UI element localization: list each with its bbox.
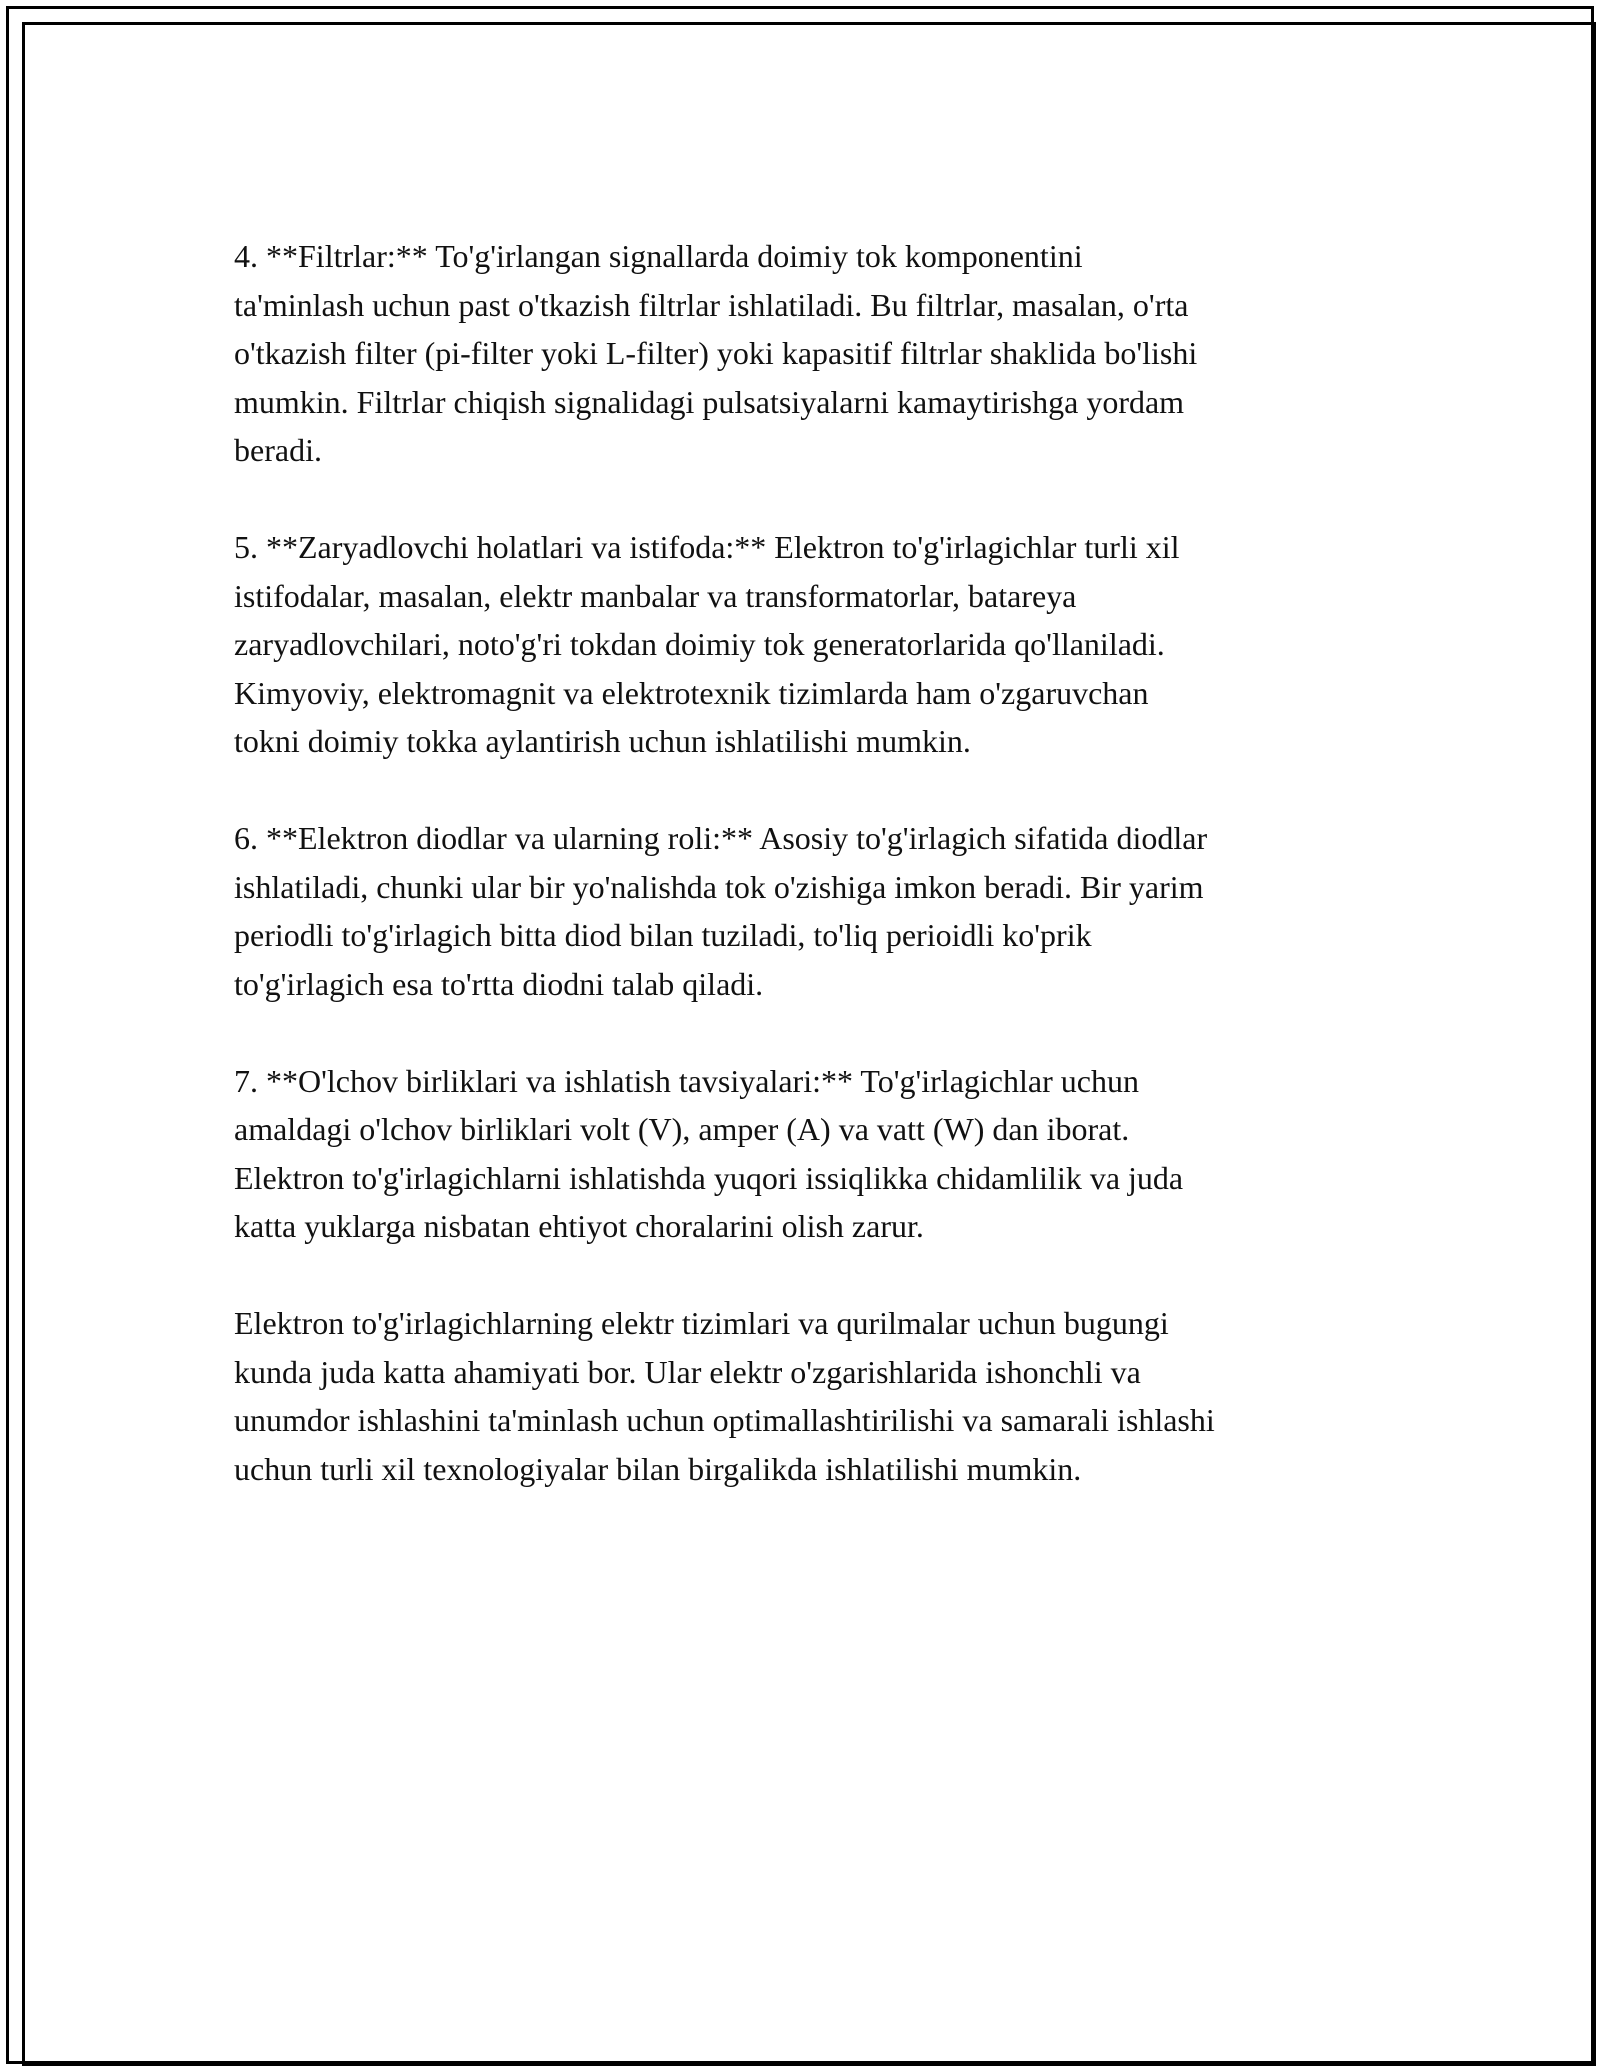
paragraph-filters: 4. **Filtrlar:** To'g'irlangan signallarda doimiy tok komponentini ta'minlash uchun past o'tkazish filtrlar ishlatiladi. Bu filtrlar, masalan, o'rta o'tkazish filter (pi-filter yoki L-filter) yoki kapasitif filtrlar shaklida bo'lishi mumkin. Filtrlar chiqish signalidagi pulsatsiyalarni kamaytirishga yordam beradi. bbox=[234, 238, 1198, 468]
paragraph-conclusion: Elektron to'g'irlagichlarning elektr tizimlari va qurilmalar uchun bugungi kunda juda katta ahamiyati bor. Ular elektr o'zgarishlarida ishonchli va unumdor ishlashini ta'minlash uchun optimallashtirilishi va samarali ishlashi uchun turli xil texnologiyalar bilan birgalikda ishlatilishi mumkin. bbox=[234, 1305, 1215, 1487]
paragraph-charging-uses: 5. **Zaryadlovchi holatlari va istifoda:** Elektron to'g'irlagichlar turli xil istifodalar, masalan, elektr manbalar va transformatorlar, batareya zaryadlovchilari, noto'g'ri tokdan doimiy tok generatorlarida qo'llaniladi. Kimyoviy, elektromagnit va elektrotexnik tizimlarda ham o'zgaruvchan tokni doimiy tokka aylantirish uchun ishlatilishi mumkin. bbox=[234, 529, 1180, 759]
paragraph-units-recommendations: 7. **O'lchov birliklari va ishlatish tavsiyalari:** To'g'irlagichlar uchun amaldagi o'lchov birliklari volt (V), amper (A) va vatt (W) dan iborat. Elektron to'g'irlagichlarni ishlatishda yuqori issiqlikka chidamlilik va juda katta yuklarga nisbatan ehtiyot choralarini olish zarur. bbox=[234, 1062, 1184, 1244]
paragraph-diodes-role: 6. **Elektron diodlar va ularning roli:** Asosiy to'g'irlagich sifatida diodlar ishlatiladi, chunki ular bir yo'nalishda tok o'zishiga imkon beradi. Bir yarim periodli to'g'irlagich bitta diod bilan tuziladi, to'liq perioidli ko'prik to'g'irlagich esa to'rtta diodni talab qiladi. bbox=[234, 820, 1208, 1002]
document-body bbox=[234, 232, 1384, 1542]
